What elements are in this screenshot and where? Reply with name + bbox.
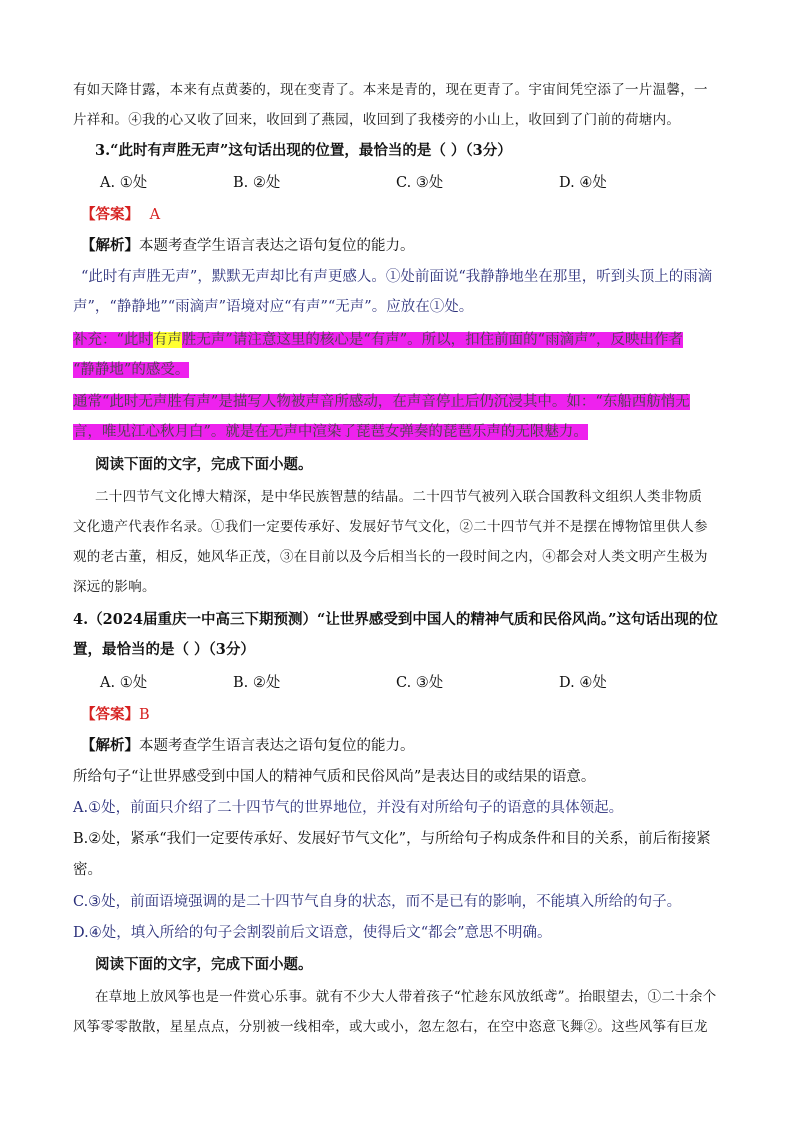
answer-label: 【答案】 <box>81 706 139 723</box>
analysis-label: 【解析】 <box>81 737 139 754</box>
note-line1-text: 通常“此时无声胜有声”是描写人物被声音所感动，在声音停止后仍沉浸其中。如：“东船西舫悄无 <box>73 394 690 410</box>
supp-suffix: 胜无声” <box>181 332 233 348</box>
q3-supplement-line2 <box>73 360 723 380</box>
note-line2-text: 言，唯见江心秋月白”。就是在无声中渲染了琵琶女弹奏的琵琶乐声的无限魅力。 <box>73 424 588 440</box>
q4-option-a: A. ①处 <box>100 675 148 691</box>
analysis-text: 本题考查学生语言表达之语句复位的能力。 <box>139 738 415 754</box>
q4-analysis <box>81 736 731 756</box>
passage1-line1: 有如天降甘露，本来有点黄萎的，现在变青了。本来是青的，现在更青了。宇宙间凭空添了一片温馨，一 <box>73 82 708 98</box>
q3-answer <box>81 205 731 225</box>
supp-prefix: 补充：“此时 <box>73 332 153 348</box>
q4-stem-line2: 置，最恰当的是（ ）（3分） <box>73 641 255 658</box>
analysis-label: 【解析】 <box>81 237 139 254</box>
q3-option-a: A. ①处 <box>100 175 148 191</box>
q4-option-b: B. ②处 <box>233 675 281 691</box>
q3-analysis <box>81 236 731 256</box>
answer-value: A <box>149 207 161 223</box>
q3-explain-line1: “此时有声胜无声”，默默无声却比有声更感人。①处前面说“我静静地坐在那里，听到头顶上的雨滴 <box>81 269 713 285</box>
q4-answer <box>81 705 731 725</box>
passage2-line4: 深远的影响。 <box>73 579 156 595</box>
q3-explain-line2: 声”，“静静地”“雨滴声”语境对应“有声”“无声”。应放在①处。 <box>73 299 474 315</box>
passage3-line2: 风筝零零散散，星星点点，分别被一线相牵，或大或小，忽左忽右，在空中恣意飞舞②。这些风筝有巨龙 <box>73 1019 708 1035</box>
passage2-line1: 二十四节气文化博大精深，是中华民族智慧的结晶。二十四节气被列入联合国教科文组织人类非物质 <box>95 489 703 505</box>
passage2-line3: 观的老古董，相反，她风华正茂，③在目前以及今后相当长的一段时间之内，④都会对人类文明产生极为 <box>73 549 708 565</box>
q4-stem-line1: 4.（2024届重庆一中高三下期预测）“让世界感受到中国人的精神气质和民俗风尚。”这句话出现的位 <box>73 611 718 628</box>
supp-highlight: 有声 <box>152 332 182 348</box>
q3-option-b: B. ②处 <box>233 175 281 191</box>
q4-opt-a-explain: A.①处，前面只介绍了二十四节气的世界地位，并没有对所给句子的语意的具体领起。 <box>73 800 624 816</box>
q4-opt-c-explain: C.③处，前面语境强调的是二十四节气自身的状态，而不是已有的影响，不能填入所给的句子。 <box>73 894 682 910</box>
q4-option-d: D. ④处 <box>559 675 607 691</box>
supp-body: 请注意这里的核心是“有声”。所以，扣住前面的“雨滴声”，反映出作者 <box>232 332 683 348</box>
q4-opt-b-explain-line2: 密。 <box>73 862 102 878</box>
passage3-line1: 在草地上放风筝也是一件赏心乐事。就有不少大人带着孩子“忙趁东风放纸鸢”。抬眼望去，①二十余个 <box>95 989 717 1005</box>
q3-option-d: D. ④处 <box>559 175 607 191</box>
q3-note-line1 <box>73 392 723 412</box>
supp-line2-text: “静静地”的感受。 <box>73 362 190 378</box>
passage1-line2: 片祥和。④我的心又收了回来，收回到了燕园，收回到了我楼旁的小山上，收回到了门前的荷塘内。 <box>73 112 681 128</box>
q3-stem: 3.“此时有声胜无声”这句话出现的位置，最恰当的是（ ）（3分） <box>95 142 512 159</box>
q4-given: 所给句子“让世界感受到中国人的精神气质和民俗风尚”是表达目的或结果的语意。 <box>73 769 596 785</box>
read-intro-2: 阅读下面的文字，完成下面小题。 <box>95 956 313 973</box>
answer-value: B <box>139 707 150 723</box>
answer-label: 【答案】 <box>81 206 139 223</box>
q3-note-line2 <box>73 422 723 442</box>
q3-supplement-line1 <box>73 330 723 350</box>
q4-opt-d-explain: D.④处，填入所给的句子会割裂前后文语意，使得后文“都会”意思不明确。 <box>73 925 552 941</box>
passage2-line2: 文化遗产代表作名录。①我们一定要传承好、发展好节气文化，②二十四节气并不是摆在博物馆里供人参 <box>73 519 708 535</box>
read-intro-1: 阅读下面的文字，完成下面小题。 <box>95 456 313 473</box>
q4-opt-b-explain-line1: B.②处，紧承“我们一定要传承好、发展好节气文化”，与所给句子构成条件和目的关系，前后衔接紧 <box>73 831 711 847</box>
q4-option-c: C. ③处 <box>396 675 444 691</box>
q3-option-c: C. ③处 <box>396 175 444 191</box>
analysis-text: 本题考查学生语言表达之语句复位的能力。 <box>139 238 415 254</box>
